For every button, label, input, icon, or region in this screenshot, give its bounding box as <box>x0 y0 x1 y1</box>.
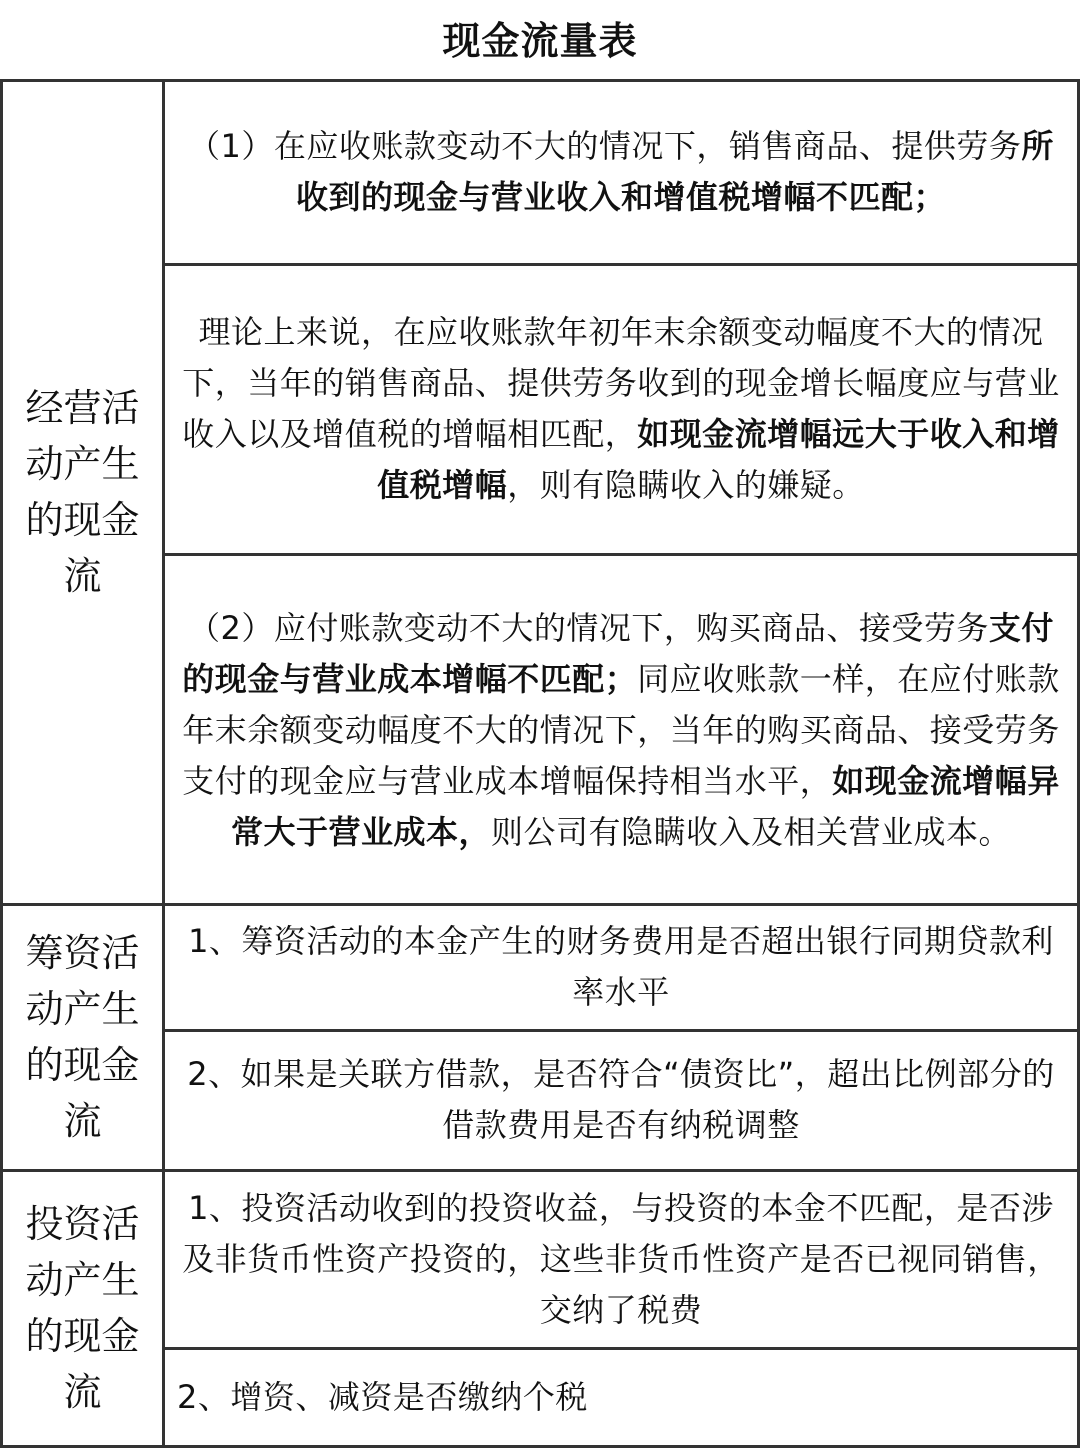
table-row <box>2 554 1079 904</box>
item-text: ，则有隐瞒收入的嫌疑。 <box>507 466 865 504</box>
table-row <box>2 264 1079 554</box>
item-cell <box>164 1170 1079 1348</box>
cash-flow-table <box>0 82 1080 1448</box>
item-cell <box>164 1348 1079 1446</box>
item-cell <box>164 264 1079 554</box>
item-text: （1）在应收账款变动不大的情况下，销售商品、提供劳务 <box>188 127 1022 166</box>
item-cell <box>164 1030 1079 1170</box>
item-text: 理论上来说，在应收账款年初年末余额变动幅度不大的情况下，当年的销售商品、提供劳务收到的现金增长幅度应与营业收入以及增值税的增幅相匹配， <box>182 313 1060 453</box>
item-text: 1、投资活动收到的投资收益，与投资的本金不匹配，是否涉及非货币性资产投资的，这些非货币性资产是否已视同销售，交纳了税费 <box>182 1188 1060 1329</box>
table-row <box>2 1170 1079 1348</box>
category-cell-operating: 经营活动产生的现金流 <box>2 82 164 904</box>
table-row <box>2 82 1079 264</box>
item-text: （2）应付账款变动不大的情况下，购买商品、接受劳务 <box>188 608 989 647</box>
page-title: 现金流量表 <box>0 0 1080 82</box>
item-text-bold: 如现金流增幅远大于收入和增值税增幅 <box>377 415 1060 504</box>
category-cell-financing: 筹资活动产生的现金流 <box>2 904 164 1170</box>
item-text-bold: 所收到的现金与营业收入和增值税增幅不匹配； <box>295 127 1054 217</box>
item-cell <box>164 82 1079 264</box>
item-text-bold: 如现金流增幅异常大于营业成本， <box>230 761 1060 851</box>
item-text: 1、筹资活动的本金产生的财务费用是否超出银行同期贷款利率水平 <box>188 922 1054 1011</box>
item-cell <box>164 554 1079 904</box>
item-cell <box>164 904 1079 1030</box>
item-text-bold: 支付的现金与营业成本增幅不匹配； <box>182 608 1054 698</box>
item-text: 则公司有隐瞒收入及相关营业成本。 <box>491 812 1012 851</box>
item-text: 2、增资、减资是否缴纳个税 <box>177 1377 588 1416</box>
table-row <box>2 1030 1079 1170</box>
table-row <box>2 904 1079 1030</box>
item-text: 2、如果是关联方借款，是否符合“债资比”，超出比例部分的借款费用是否有纳税调整 <box>187 1055 1055 1144</box>
item-text: 同应收账款一样，在应付账款年末余额变动幅度不大的情况下，当年的购买商品、接受劳务支付的现金应与营业成本增幅保持相当水平， <box>182 659 1060 800</box>
category-cell-investing: 投资活动产生的现金流 <box>2 1170 164 1446</box>
table-row <box>2 1348 1079 1446</box>
